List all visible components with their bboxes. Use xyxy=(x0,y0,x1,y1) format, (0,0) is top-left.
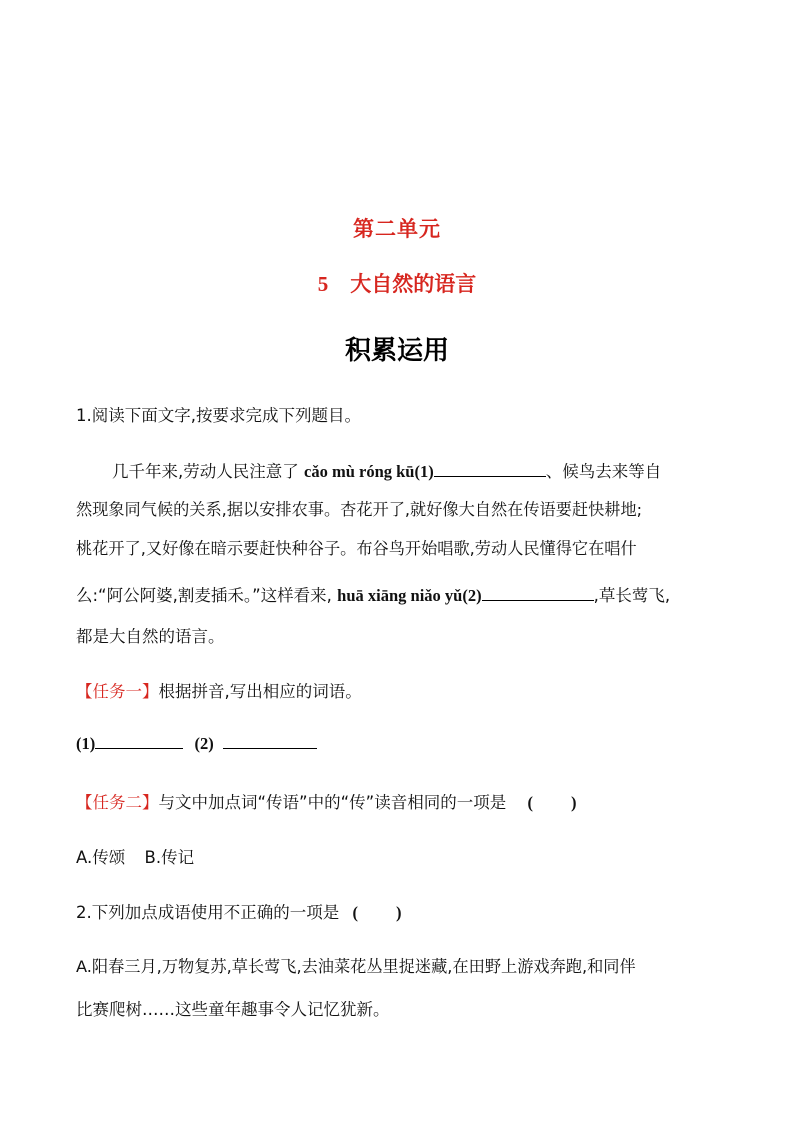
answer-blank-2[interactable] xyxy=(482,585,594,601)
lesson-title xyxy=(0,268,794,298)
q2-option-a-line-1: A.阳春三月,万物复苏,草长莺飞,去油菜花丛里捉迷藏,在田野上游戏奔跑,和同伴 xyxy=(76,957,636,976)
task-2-label: 【任务二】 xyxy=(76,793,159,812)
answer-paren-open: ( xyxy=(527,793,533,812)
answer-label-2: (2) xyxy=(194,734,214,753)
q1-stem: 1.阅读下面文字,按要求完成下列题目。 xyxy=(76,406,361,425)
pinyin-1: cǎo mù róng kū(1) xyxy=(304,462,434,481)
answer-paren-close: ) xyxy=(570,793,577,812)
answer-blank-1[interactable] xyxy=(434,461,546,477)
q2-paren-open: ( xyxy=(352,903,358,922)
task-1-label: 【任务一】 xyxy=(76,682,159,701)
pinyin-2: huā xiāng niǎo yǔ(2) xyxy=(337,586,482,605)
passage-line-3: 桃花开了,又好像在暗示要赶快种谷子。布谷鸟开始唱歌,劳动人民懂得它在唱什 xyxy=(76,539,637,558)
lesson-name: 大自然的语言 xyxy=(350,272,477,296)
q2-stem: 2.下列加点成语使用不正确的一项是 xyxy=(76,903,340,922)
passage-text: 几千年来,劳动人民注意了 xyxy=(112,462,299,481)
passage-line-2: 然现象同气候的关系,据以安排农事。杏花开了,就好像大自然在传语要赶快耕地; xyxy=(76,500,643,519)
q2-stem-line xyxy=(76,899,402,923)
task-1 xyxy=(76,678,362,702)
passage-text: 、候鸟去来等自 xyxy=(545,462,662,481)
task-1-answer-1[interactable] xyxy=(95,733,183,749)
task-1-answers xyxy=(76,733,317,754)
task-2 xyxy=(76,789,576,813)
answer-label-1: (1) xyxy=(76,734,96,753)
task-2-text: 与文中加点词“传语”中的“传”读音相同的一项是 xyxy=(158,793,507,812)
passage-line-4 xyxy=(76,582,670,606)
passage-line-5: 都是大自然的语言。 xyxy=(76,627,225,646)
section-title: 积累运用 xyxy=(344,336,449,366)
q2-paren-close: ) xyxy=(396,903,402,922)
unit-title: 第二单元 xyxy=(353,217,441,241)
passage-text: ,草长莺飞, xyxy=(593,586,671,605)
passage-line-1 xyxy=(112,458,661,482)
task-1-text: 根据拼音,写出相应的词语。 xyxy=(158,682,362,701)
task-1-answer-2[interactable] xyxy=(223,733,317,749)
option-b: B.传记 xyxy=(144,848,195,867)
task-2-options xyxy=(76,844,194,868)
q2-option-a-line-2: 比赛爬树……这些童年趣事令人记忆犹新。 xyxy=(76,1000,390,1019)
lesson-number: 5 xyxy=(317,272,329,296)
option-a: A.传颂 xyxy=(76,848,126,867)
passage-text: 么:“阿公阿婆,割麦插禾。”这样看来, xyxy=(76,586,332,605)
